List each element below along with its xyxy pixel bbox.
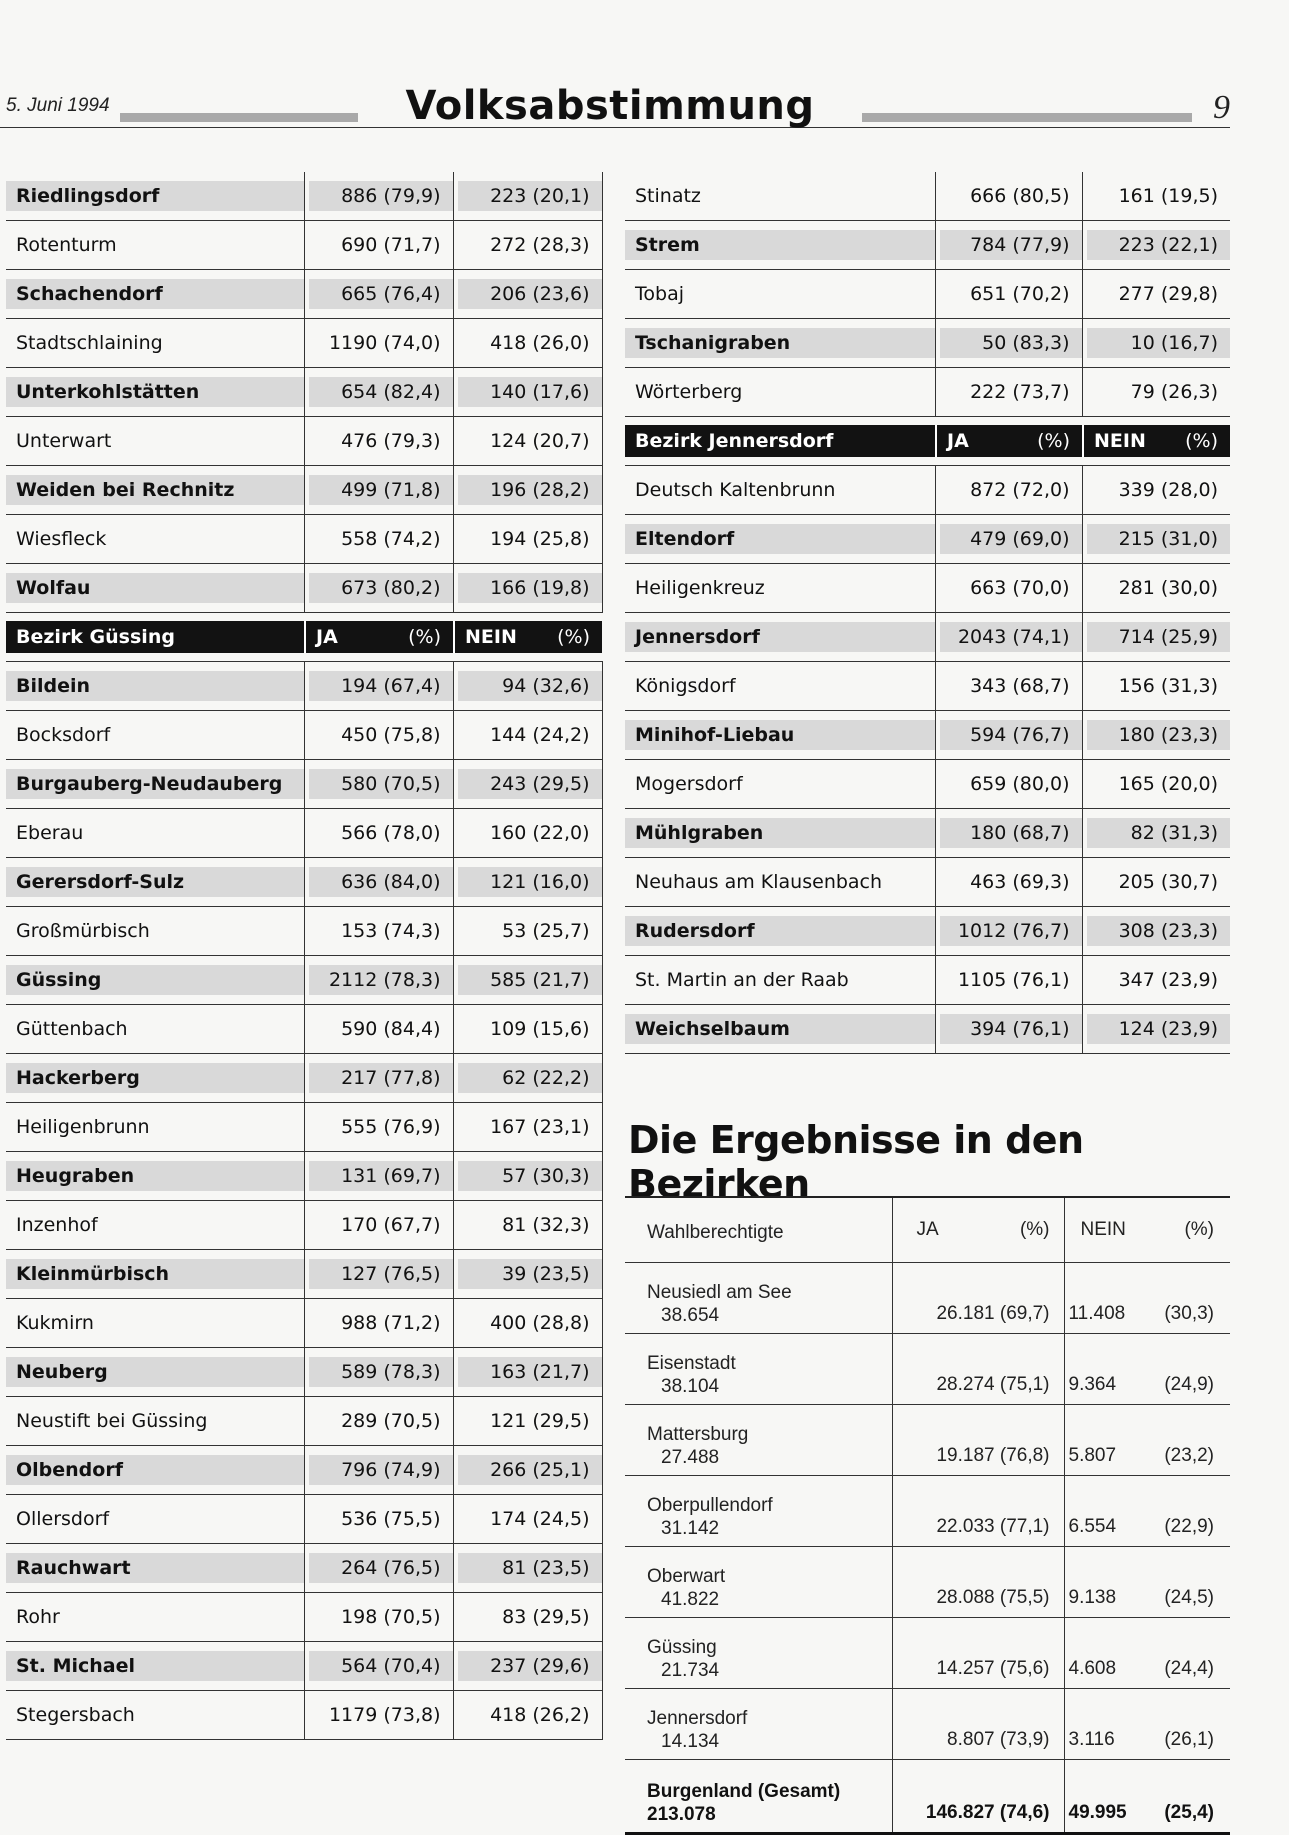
nein-value: 156 (31,3) [1082,662,1230,711]
bezirk-label: Mattersburg 27.488 [625,1405,892,1476]
municipality-name: Ollersdorf [6,1495,304,1544]
nein-value: 418 (26,2) [453,1691,602,1740]
page-number: 9 [1213,89,1230,126]
municipality-name: St. Martin an der Raab [625,956,935,1005]
nein-value: 194 (25,8) [453,515,602,564]
table-row [625,907,1230,956]
table-row [625,515,1230,564]
municipality-name: Olbendorf [6,1446,304,1495]
municipality-name: Neustift bei Güssing [6,1397,304,1446]
ja-value: 217 (77,8) [304,1054,453,1103]
nein-value: 5.807 (23,2) [1064,1405,1230,1476]
municipality-name: Tobaj [625,270,935,319]
ja-value: 558 (74,2) [304,515,453,564]
bezirk-name: Bezirk Güssing [6,613,304,662]
table-row [6,809,602,858]
ja-value: 476 (79,3) [304,417,453,466]
ja-value: 28.274 (75,1) [892,1334,1064,1405]
municipality-name: Stegersbach [6,1691,304,1740]
ja-value: 264 (76,5) [304,1544,453,1593]
municipality-name: Güssing [6,956,304,1005]
table-row [625,662,1230,711]
table-row [6,907,602,956]
bezirke-results [625,1196,1230,1835]
nein-value: 272 (28,3) [453,221,602,270]
table-row [625,564,1230,613]
nein-value: 585 (21,7) [453,956,602,1005]
ja-header: JA (%) [304,613,453,662]
wahlberechtigte-header: Wahlberechtigte [625,1197,892,1263]
nein-value: 160 (22,0) [453,809,602,858]
ja-value: 690 (71,7) [304,221,453,270]
table-row [6,1593,602,1642]
nein-value: 174 (24,5) [453,1495,602,1544]
nein-value: 4.608 (24,4) [1064,1618,1230,1689]
municipality-name: Wolfau [6,564,304,613]
table-row [6,319,602,368]
municipality-name: Kukmirn [6,1299,304,1348]
ja-value: 170 (67,7) [304,1201,453,1250]
nein-value: 81 (23,5) [453,1544,602,1593]
municipality-name: Bocksdorf [6,711,304,760]
table-row [6,1054,602,1103]
nein-value: 82 (31,3) [1082,809,1230,858]
nein-value: 163 (21,7) [453,1348,602,1397]
municipality-name: Neuberg [6,1348,304,1397]
ja-value: 28.088 (75,5) [892,1547,1064,1618]
nein-value: 140 (17,6) [453,368,602,417]
wahlberechtigte-count: 14.134 [661,1731,720,1752]
municipality-name: Rauchwart [6,1544,304,1593]
ja-value: 784 (77,9) [935,221,1082,270]
table-row [6,662,602,711]
municipality-name: Unterkohlstätten [6,368,304,417]
nein-value: 9.364 (24,9) [1064,1334,1230,1405]
bezirk-label: Neusiedl am See 38.654 [625,1263,892,1334]
municipality-name: Riedlingsdorf [6,172,304,221]
nein-value: 62 (22,2) [453,1054,602,1103]
nein-value: 6.554 (22,9) [1064,1476,1230,1547]
municipality-name: Wörterberg [625,368,935,417]
ja-value: 131 (69,7) [304,1152,453,1201]
bezirke-table [625,1196,1230,1835]
table-row [625,270,1230,319]
bezirk-row [625,1760,1230,1834]
table-row [6,858,602,907]
nein-value: 243 (29,5) [453,760,602,809]
ja-value: 198 (70,5) [304,1593,453,1642]
nein-value: 109 (15,6) [453,1005,602,1054]
ja-value: 564 (70,4) [304,1642,453,1691]
nein-header: NEIN (%) [453,613,602,662]
ja-value: 988 (71,2) [304,1299,453,1348]
ja-value: 636 (84,0) [304,858,453,907]
nein-value: 3.116 (26,1) [1064,1689,1230,1760]
municipality-name: Wiesfleck [6,515,304,564]
ja-value: 659 (80,0) [935,760,1082,809]
municipality-name: Kleinmürbisch [6,1250,304,1299]
nein-value: 277 (29,8) [1082,270,1230,319]
bezirk-label: Burgenland (Gesamt) 213.078 [625,1760,892,1834]
bezirk-row [625,1618,1230,1689]
ja-value: 8.807 (73,9) [892,1689,1064,1760]
right-results-column [625,172,1230,1054]
table-row [6,466,602,515]
table-row [625,319,1230,368]
table-row [6,417,602,466]
table-row [6,1544,602,1593]
bezirk-label: Eisenstadt 38.104 [625,1334,892,1405]
wahlberechtigte-count: 41.822 [661,1589,720,1610]
table-row [6,711,602,760]
municipality-name: Minihof-Liebau [625,711,935,760]
municipality-name: Deutsch Kaltenbrunn [625,466,935,515]
table-row [625,760,1230,809]
ja-value: 222 (73,7) [935,368,1082,417]
nein-value: 339 (28,0) [1082,466,1230,515]
bezirk-label: Oberwart 41.822 [625,1547,892,1618]
table-row [6,1691,602,1740]
nein-value: 418 (26,0) [453,319,602,368]
table-row [6,1299,602,1348]
ja-value: 463 (69,3) [935,858,1082,907]
ja-value: 590 (84,4) [304,1005,453,1054]
wahlberechtigte-count: 31.142 [661,1518,720,1539]
municipality-name: Gerersdorf-Sulz [6,858,304,907]
table-row [625,858,1230,907]
table-row [6,515,602,564]
ja-value: 146.827 (74,6) [892,1760,1064,1834]
ja-value: 580 (70,5) [304,760,453,809]
bezirk-header-row [6,613,602,662]
nein-value: 83 (29,5) [453,1593,602,1642]
bezirk-row [625,1405,1230,1476]
nein-value: 223 (20,1) [453,172,602,221]
municipality-name: Königsdorf [625,662,935,711]
table-row [6,1005,602,1054]
ja-value: 479 (69,0) [935,515,1082,564]
table-row [625,956,1230,1005]
municipality-name: Mogersdorf [625,760,935,809]
ja-value: 566 (78,0) [304,809,453,858]
nein-value: 11.408 (30,3) [1064,1263,1230,1334]
municipality-name: Tschanigraben [625,319,935,368]
ja-value: 127 (76,5) [304,1250,453,1299]
nein-value: 49.995 (25,4) [1064,1760,1230,1834]
bezirk-row [625,1334,1230,1405]
ja-value: 1190 (74,0) [304,319,453,368]
nein-value: 53 (25,7) [453,907,602,956]
nein-value: 165 (20,0) [1082,760,1230,809]
nein-value: 57 (30,3) [453,1152,602,1201]
nein-value: 121 (29,5) [453,1397,602,1446]
nein-value: 144 (24,2) [453,711,602,760]
nein-value: 308 (23,3) [1082,907,1230,956]
ja-value: 872 (72,0) [935,466,1082,515]
nein-value: 9.138 (24,5) [1064,1547,1230,1618]
ja-header: JA (%) [935,417,1082,466]
nein-value: 266 (25,1) [453,1446,602,1495]
table-row [6,1348,602,1397]
municipality-name: Heugraben [6,1152,304,1201]
ja-value: 2043 (74,1) [935,613,1082,662]
table-row [6,760,602,809]
ja-value: 499 (71,8) [304,466,453,515]
municipality-name: Rotenturm [6,221,304,270]
ja-value: 2112 (78,3) [304,956,453,1005]
municipality-name: Rudersdorf [625,907,935,956]
ja-value: 26.181 (69,7) [892,1263,1064,1334]
header-bar-left [120,113,358,122]
ja-value: 50 (83,3) [935,319,1082,368]
table-row [6,1152,602,1201]
ja-value: 796 (74,9) [304,1446,453,1495]
ja-value: 663 (70,0) [935,564,1082,613]
bezirk-row [625,1476,1230,1547]
table-row [6,221,602,270]
ja-value: 194 (67,4) [304,662,453,711]
nein-value: 196 (28,2) [453,466,602,515]
bezirke-header-row [625,1197,1230,1263]
nein-value: 180 (23,3) [1082,711,1230,760]
ja-value: 394 (76,1) [935,1005,1082,1054]
ja-value: 589 (78,3) [304,1348,453,1397]
nein-value: 223 (22,1) [1082,221,1230,270]
municipality-name: Heiligenkreuz [625,564,935,613]
table-row [6,1103,602,1152]
ja-value: 289 (70,5) [304,1397,453,1446]
table-row [6,270,602,319]
municipality-name: Eltendorf [625,515,935,564]
nein-value: 714 (25,9) [1082,613,1230,662]
nein-value: 81 (32,3) [453,1201,602,1250]
table-row [625,711,1230,760]
municipality-name: Großmürbisch [6,907,304,956]
municipality-name: Bildein [6,662,304,711]
nein-value: 39 (23,5) [453,1250,602,1299]
municipality-name: Güttenbach [6,1005,304,1054]
nein-value: 237 (29,6) [453,1642,602,1691]
bezirk-row [625,1263,1230,1334]
right-results-table [625,172,1230,1054]
municipality-name: St. Michael [6,1642,304,1691]
nein-value: 10 (16,7) [1082,319,1230,368]
page-title: Volksabstimmung [405,83,815,129]
ja-value: 343 (68,7) [935,662,1082,711]
header-bar-right [862,113,1192,122]
nein-value: 166 (19,8) [453,564,602,613]
table-row [625,613,1230,662]
nein-value: 281 (30,0) [1082,564,1230,613]
nein-value: 347 (23,9) [1082,956,1230,1005]
municipality-name: Stinatz [625,172,935,221]
ja-value: 886 (79,9) [304,172,453,221]
table-row [6,1201,602,1250]
bezirke-heading: Die Ergebnisse in den Bezirken [628,1118,1084,1206]
municipality-name: Unterwart [6,417,304,466]
table-row [6,564,602,613]
municipality-name: Schachendorf [6,270,304,319]
municipality-name: Burgauberg-Neudauberg [6,760,304,809]
nein-value: 400 (28,8) [453,1299,602,1348]
wahlberechtigte-count: 27.488 [661,1447,720,1468]
table-row [6,368,602,417]
table-row [6,1495,602,1544]
wahlberechtigte-count: 213.078 [647,1804,716,1825]
ja-value: 1012 (76,7) [935,907,1082,956]
ja-value: 14.257 (75,6) [892,1618,1064,1689]
ja-value: 22.033 (77,1) [892,1476,1064,1547]
ja-value: 180 (68,7) [935,809,1082,858]
nein-header: NEIN (%) [1064,1197,1230,1263]
nein-value: 206 (23,6) [453,270,602,319]
municipality-name: Weichselbaum [625,1005,935,1054]
ja-value: 153 (74,3) [304,907,453,956]
table-row [625,809,1230,858]
wahlberechtigte-count: 21.734 [661,1660,720,1681]
left-results-table [6,172,603,1740]
bezirk-name: Bezirk Jennersdorf [625,417,935,466]
ja-value: 654 (82,4) [304,368,453,417]
nein-value: 79 (26,3) [1082,368,1230,417]
ja-value: 666 (80,5) [935,172,1082,221]
bezirk-row [625,1689,1230,1760]
nein-value: 94 (32,6) [453,662,602,711]
ja-value: 555 (76,9) [304,1103,453,1152]
table-row [625,172,1230,221]
nein-value: 205 (30,7) [1082,858,1230,907]
table-row [625,466,1230,515]
nein-value: 124 (23,9) [1082,1005,1230,1054]
ja-value: 673 (80,2) [304,564,453,613]
ja-value: 665 (76,4) [304,270,453,319]
nein-header: NEIN (%) [1082,417,1230,466]
page-header [0,85,1230,145]
ja-value: 19.187 (76,8) [892,1405,1064,1476]
bezirk-label: Jennersdorf 14.134 [625,1689,892,1760]
nein-value: 167 (23,1) [453,1103,602,1152]
municipality-name: Strem [625,221,935,270]
bezirk-label: Güssing 21.734 [625,1618,892,1689]
table-row [625,368,1230,417]
municipality-name: Heiligenbrunn [6,1103,304,1152]
ja-value: 450 (75,8) [304,711,453,760]
ja-value: 594 (76,7) [935,711,1082,760]
municipality-name: Hackerberg [6,1054,304,1103]
table-row [625,221,1230,270]
table-row [6,956,602,1005]
bezirk-row [625,1547,1230,1618]
ja-value: 1179 (73,8) [304,1691,453,1740]
table-row [6,172,602,221]
municipality-name: Weiden bei Rechnitz [6,466,304,515]
nein-value: 215 (31,0) [1082,515,1230,564]
municipality-name: Mühlgraben [625,809,935,858]
nein-value: 121 (16,0) [453,858,602,907]
municipality-name: Eberau [6,809,304,858]
wahlberechtigte-count: 38.104 [661,1376,720,1397]
table-row [625,1005,1230,1054]
bezirk-header-row [625,417,1230,466]
table-row [6,1250,602,1299]
bezirk-label: Oberpullendorf 31.142 [625,1476,892,1547]
wahlberechtigte-count: 38.654 [661,1305,720,1326]
ja-value: 536 (75,5) [304,1495,453,1544]
table-row [6,1446,602,1495]
issue-date: 5. Juni 1994 [6,95,110,116]
ja-value: 651 (70,2) [935,270,1082,319]
nein-value: 161 (19,5) [1082,172,1230,221]
table-row [6,1642,602,1691]
municipality-name: Inzenhof [6,1201,304,1250]
municipality-name: Rohr [6,1593,304,1642]
municipality-name: Neuhaus am Klausenbach [625,858,935,907]
ja-value: 1105 (76,1) [935,956,1082,1005]
nein-value: 124 (20,7) [453,417,602,466]
table-row [6,1397,602,1446]
municipality-name: Jennersdorf [625,613,935,662]
ja-header: JA (%) [892,1197,1064,1263]
municipality-name: Stadtschlaining [6,319,304,368]
left-results-column [6,172,602,1740]
